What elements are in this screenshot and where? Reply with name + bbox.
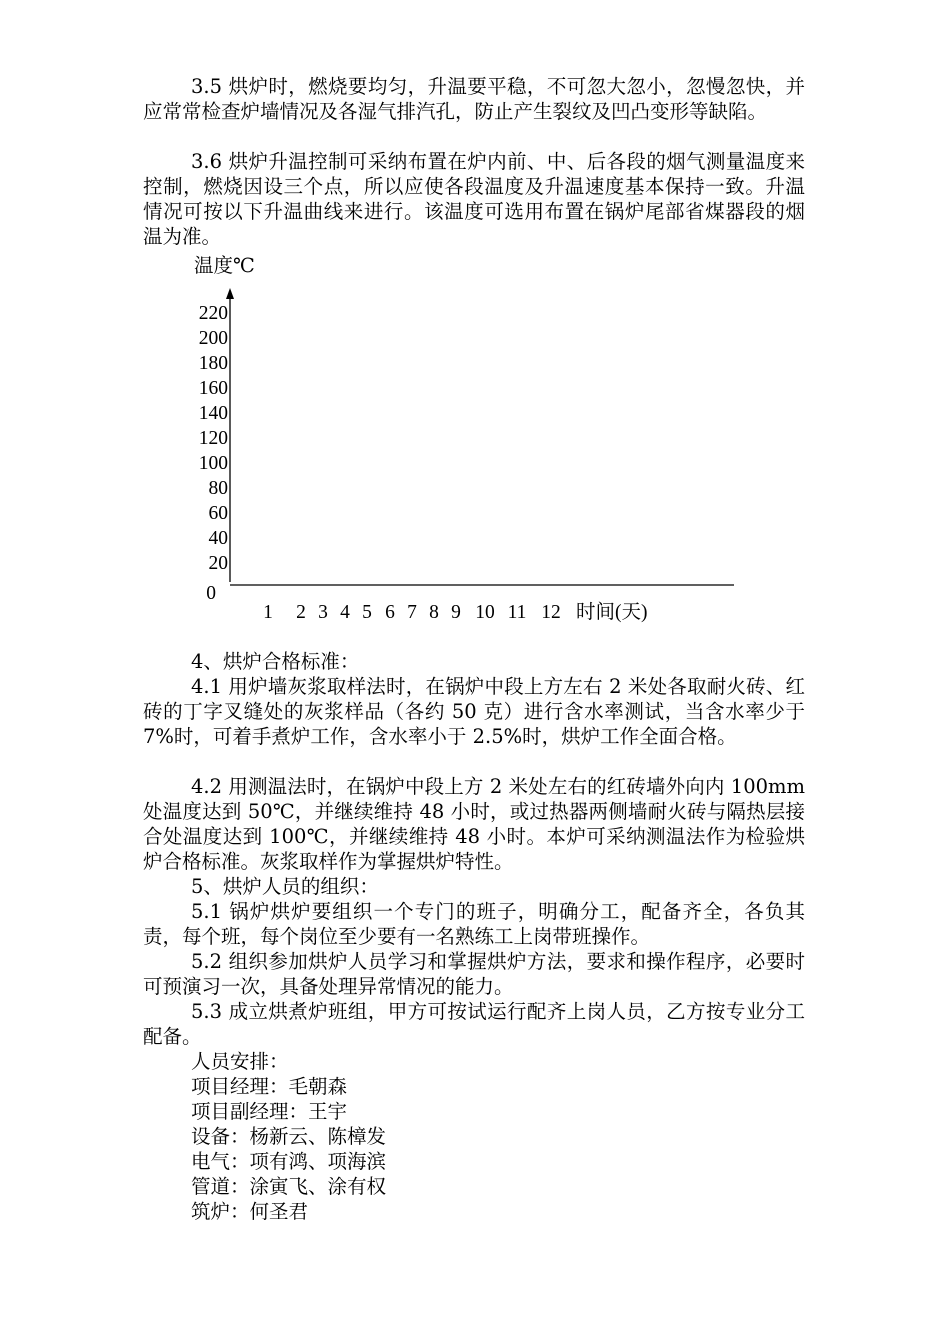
paragraph-3-6	[143, 149, 805, 249]
staff-item-text: 管道：涂寅飞、涂有权	[191, 1175, 387, 1198]
y-tick-label: 20	[208, 553, 228, 574]
x-tick-label: 1	[263, 602, 273, 623]
staff-item	[143, 1149, 805, 1174]
x-tick-label: 8	[429, 602, 439, 623]
staff-item-text: 筑炉：何圣君	[191, 1200, 309, 1223]
paragraph-5-3	[143, 999, 805, 1049]
y-tick-label: 200	[198, 328, 228, 349]
paragraph-3-5-text: 3.5 烘炉时，燃烧要均匀，升温要平稳，不可忽大忽小，忽慢忽快，并应常常检查炉墙情况及各湿气排汽孔，防止产生裂纹及凹凸变形等缺陷。	[143, 75, 805, 123]
staff-item-text: 项目经理：毛朝森	[191, 1075, 348, 1098]
x-tick-label: 5	[362, 602, 372, 623]
staff-title-text: 人员安排：	[191, 1050, 289, 1073]
paragraph-5-2-text: 5.2 组织参加烘炉人员学习和掌握烘炉方法，要求和操作程序，必要时可预演习一次，具备处理异常情况的能力。	[143, 950, 805, 998]
paragraph-5-1	[143, 899, 805, 949]
section-5-heading-text: 5、烘炉人员的组织：	[191, 875, 379, 898]
paragraph-5-2	[143, 949, 805, 999]
x-tick-label: 10	[475, 602, 495, 623]
staff-item-text: 设备：杨新云、陈樟发	[191, 1125, 387, 1148]
staff-item	[143, 1199, 805, 1224]
chart-svg	[0, 250, 950, 630]
section-4-heading-text: 4、烘炉合格标准：	[191, 650, 360, 673]
staff-item	[143, 1074, 805, 1099]
staff-title	[143, 1049, 805, 1074]
section-4-heading	[143, 649, 805, 674]
x-tick-label: 4	[340, 602, 350, 623]
paragraph-3-5	[143, 74, 805, 124]
x-tick-label: 6	[385, 602, 395, 623]
y-tick-label: 140	[198, 403, 228, 424]
y-tick-label: 160	[198, 378, 228, 399]
section-5-heading	[143, 874, 805, 899]
y-tick-label: 80	[208, 478, 228, 499]
y-tick-label: 60	[208, 503, 228, 524]
y-tick-label: 0	[206, 583, 216, 604]
y-tick-label: 120	[198, 428, 228, 449]
x-tick-label: 3	[318, 602, 328, 623]
staff-item	[143, 1099, 805, 1124]
y-tick-label: 220	[198, 303, 228, 324]
paragraph-3-6-text: 3.6 烘炉升温控制可采纳布置在炉内前、中、后各段的烟气测量温度来控制，燃烧因设三个点，所以应使各段温度及升温速度基本保持一致。升温情况可按以下升温曲线来进行。该温度可选用布置在锅炉尾部省煤器段的烟温为准。	[143, 150, 805, 248]
y-axis-label: 温度℃	[194, 256, 255, 277]
staff-item-text: 电气：项有鸿、项海滨	[191, 1150, 387, 1173]
y-axis-arrow-icon	[226, 288, 234, 299]
paragraph-4-1	[143, 674, 805, 749]
paragraph-4-1-text: 4.1 用炉墙灰浆取样法时，在锅炉中段上方左右 2 米处各取耐火砖、红砖的丁字叉缝处的灰浆样品（各约 50 克）进行含水率测试，当含水率少于 7%时，可着手煮炉工作，含水率小于 2.5%时，烘炉工作全面合格。	[143, 675, 805, 748]
staff-item-text: 项目副经理：王宇	[191, 1100, 348, 1123]
y-tick-label: 180	[198, 353, 228, 374]
x-tick-label: 11	[507, 602, 527, 623]
paragraph-5-1-text: 5.1 锅炉烘炉要组织一个专门的班子，明确分工，配备齐全，各负其责，每个班，每个岗位至少要有一名熟练工上岗带班操作。	[143, 900, 805, 948]
y-tick-label: 40	[208, 528, 228, 549]
paragraph-4-2	[143, 774, 805, 874]
x-tick-label: 9	[451, 602, 461, 623]
x-tick-label: 2	[296, 602, 306, 623]
paragraph-5-3-text: 5.3 成立烘煮炉班组，甲方可按试运行配齐上岗人员，乙方按专业分工配备。	[143, 1000, 805, 1048]
y-tick-label: 100	[198, 453, 228, 474]
staff-item	[143, 1174, 805, 1199]
x-tick-label: 12	[541, 602, 561, 623]
paragraph-4-2-text: 4.2 用测温法时，在锅炉中段上方 2 米处左右的红砖墙外向内 100mm 处温度达到 50℃，并继续维持 48 小时，或过热器两侧墙耐火砖与隔热层接合处温度达到 100℃，并继续维持 48 小时。本炉可采纳测温法作为检验烘炉合格标准。灰浆取样作为掌握烘炉特性。	[143, 775, 805, 873]
heating-curve-chart	[0, 250, 950, 630]
x-tick-label: 7	[407, 602, 417, 623]
x-axis-label: 时间(天)	[576, 602, 648, 623]
staff-item	[143, 1124, 805, 1149]
